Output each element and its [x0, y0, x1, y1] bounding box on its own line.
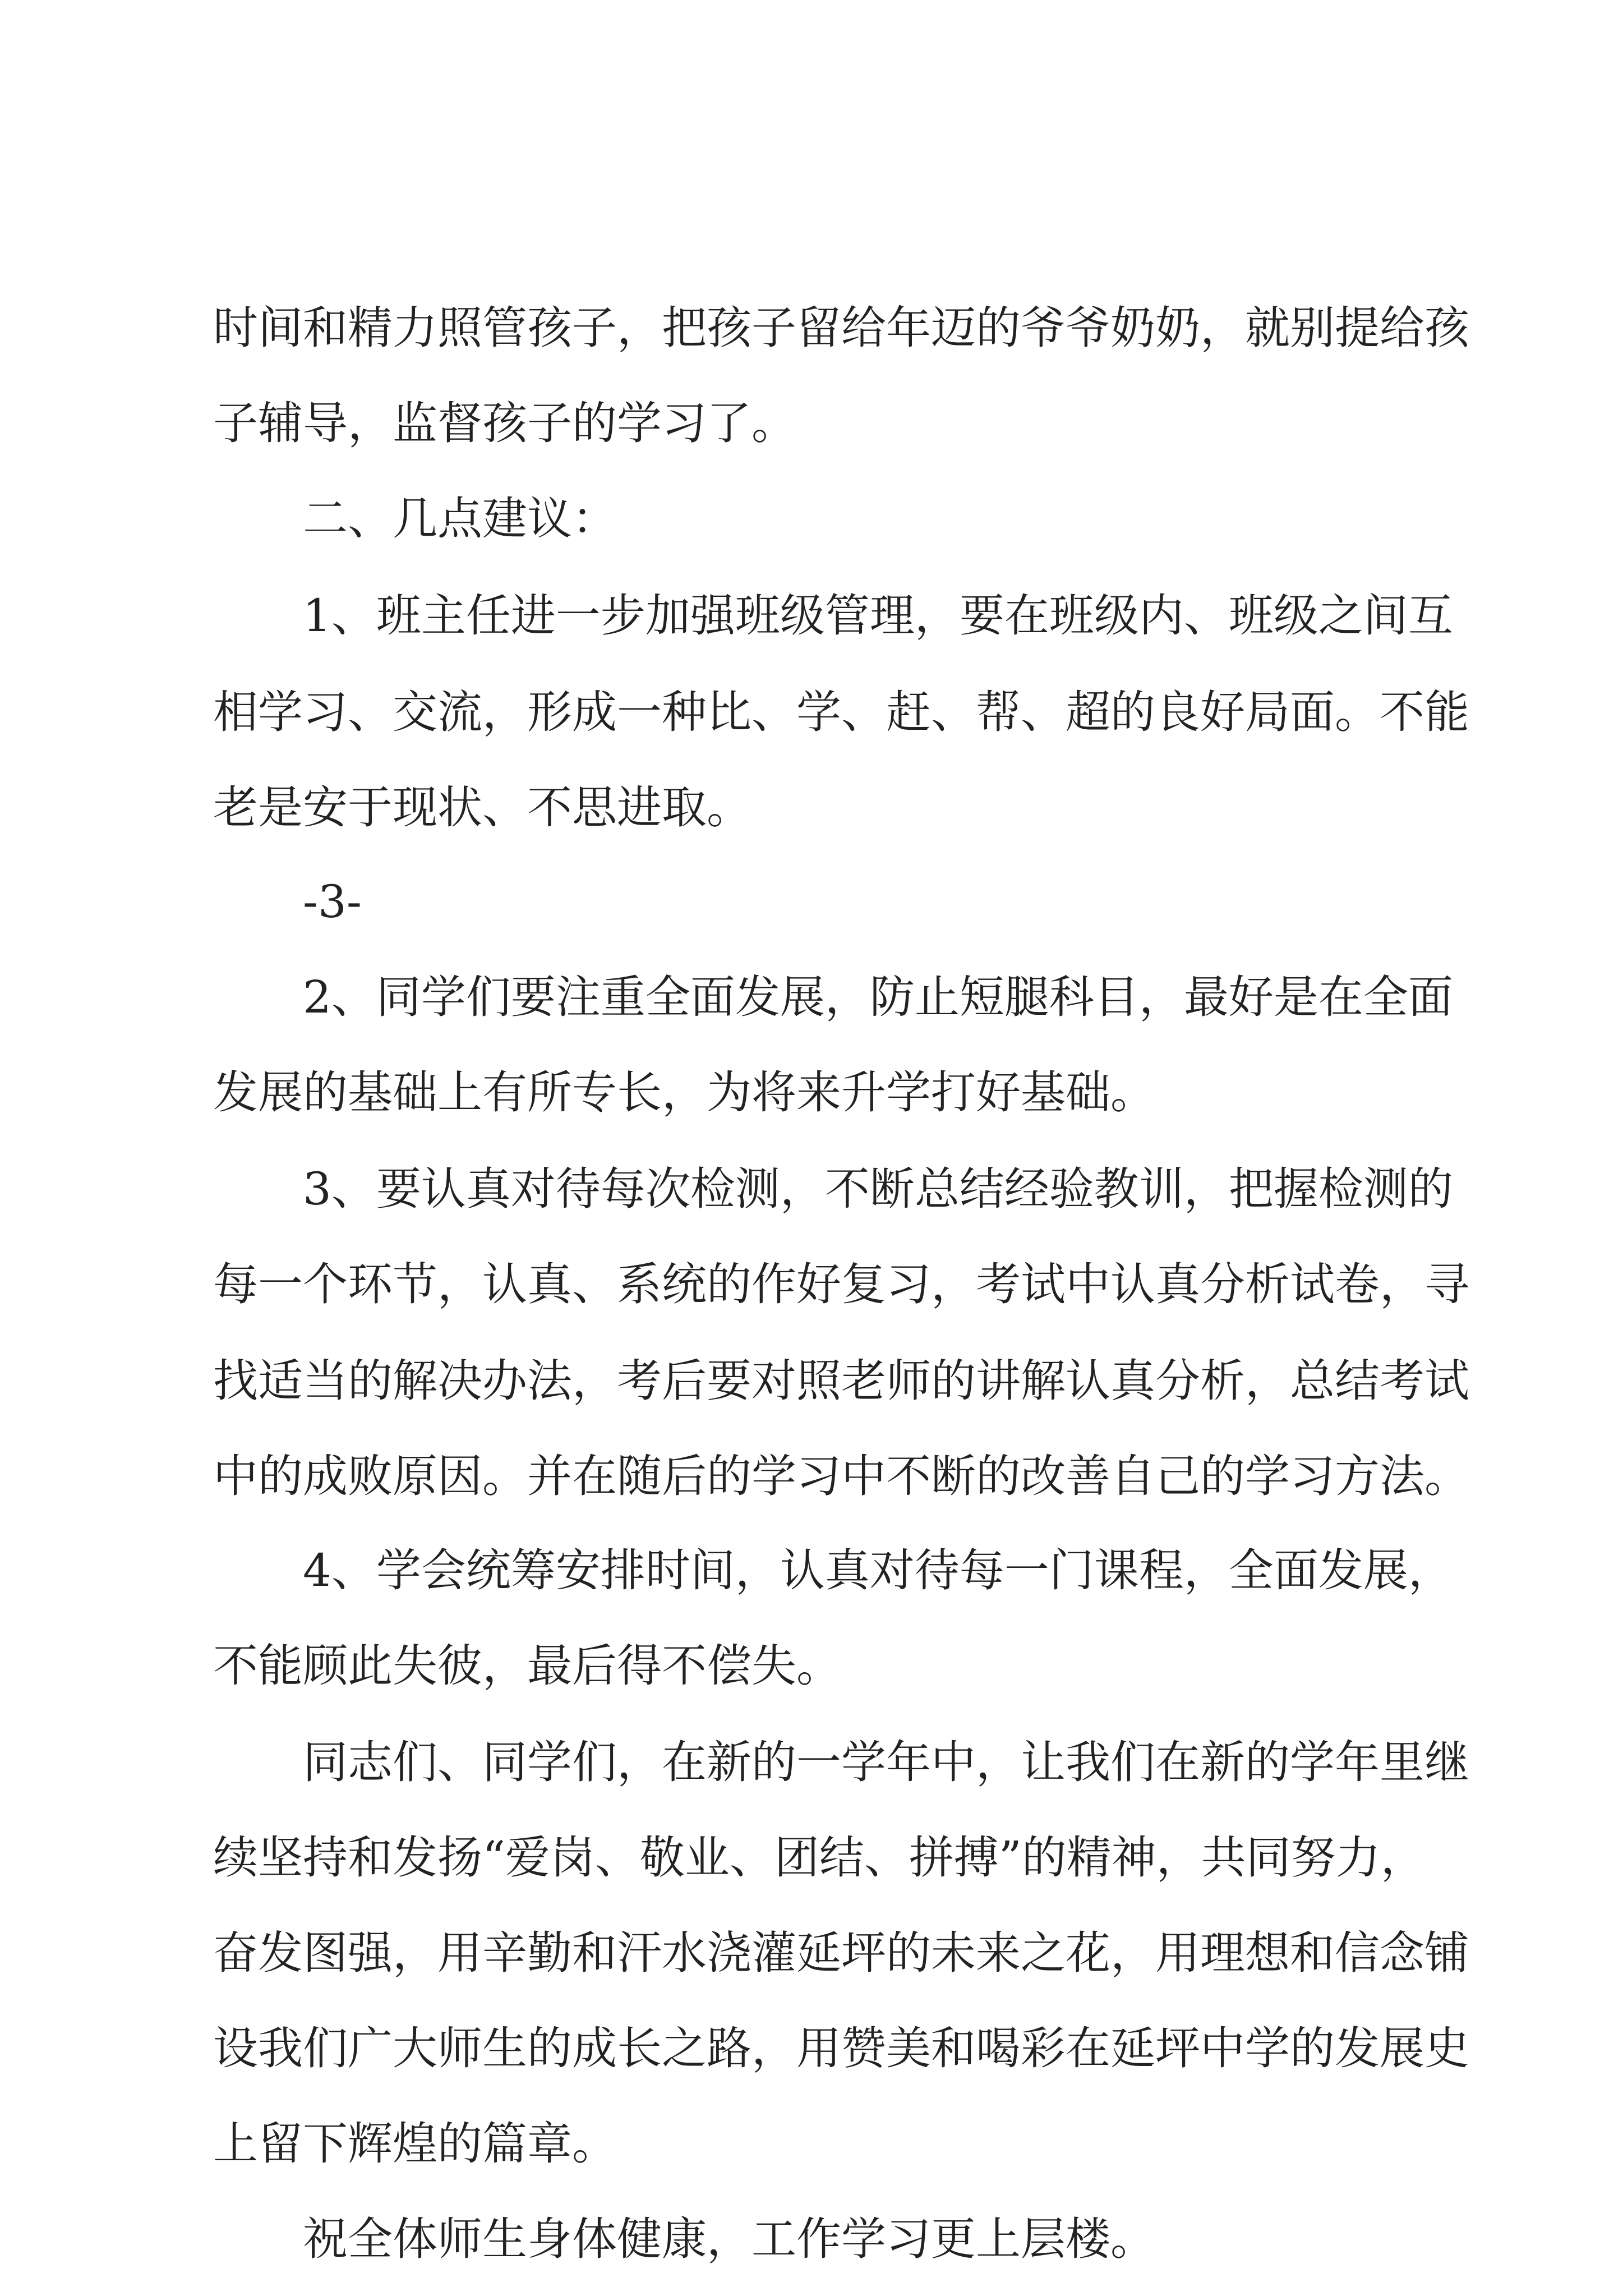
- text-line: 2、同学们要注重全面发展，防止短腿科目，最好是在全面: [303, 971, 1453, 1023]
- text-line: 祝全体师生身体健康，工作学习更上层楼。: [303, 2213, 1155, 2265]
- section-heading: 二、几点建议：: [303, 493, 617, 545]
- text-line: 找适当的解决办法，考后要对照老师的讲解认真分析，总结考试: [213, 1355, 1469, 1407]
- text-line: 续坚持和发扬“爱岗、敬业、团结、拼搏”的精神，共同努力，: [213, 1832, 1426, 1884]
- page-marker: -3-: [303, 876, 362, 928]
- text-line: 同志们、同学们，在新的一学年中，让我们在新的学年里继: [303, 1736, 1469, 1788]
- text-line: 设我们广大师生的成长之路，用赞美和喝彩在延坪中学的发展史: [213, 2022, 1469, 2074]
- text-line: 上留下辉煌的篇章。: [213, 2118, 617, 2170]
- text-line: 老是安于现状、不思进取。: [213, 781, 751, 834]
- text-line: 时间和精力照管孩子，把孩子留给年迈的爷爷奶奶，就别提给孩: [213, 302, 1469, 354]
- text-line: 3、要认真对待每次检测，不断总结经验教训，把握检测的: [303, 1163, 1453, 1215]
- text-line: 发展的基础上有所专长，为将来升学打好基础。: [213, 1066, 1155, 1119]
- text-line: 中的成败原因。并在随后的学习中不断的改善自己的学习方法。: [213, 1450, 1469, 1502]
- text-line: 每一个环节，认真、系统的作好复习，考试中认真分析试卷，寻: [213, 1258, 1469, 1310]
- text-line: 相学习、交流，形成一种比、学、赶、帮、超的良好局面。不能: [213, 686, 1469, 738]
- text-line: 1、班主任进一步加强班级管理，要在班级内、班级之间互: [303, 590, 1453, 642]
- text-line: 不能顾此失彼，最后得不偿失。: [213, 1640, 841, 1692]
- text-line: 子辅导，监督孩子的学习了。: [213, 397, 796, 449]
- text-line: 奋发图强，用辛勤和汗水浇灌延坪的未来之花，用理想和信念铺: [213, 1927, 1469, 1979]
- text-line: 4、学会统筹安排时间，认真对待每一门课程，全面发展，: [303, 1544, 1453, 1596]
